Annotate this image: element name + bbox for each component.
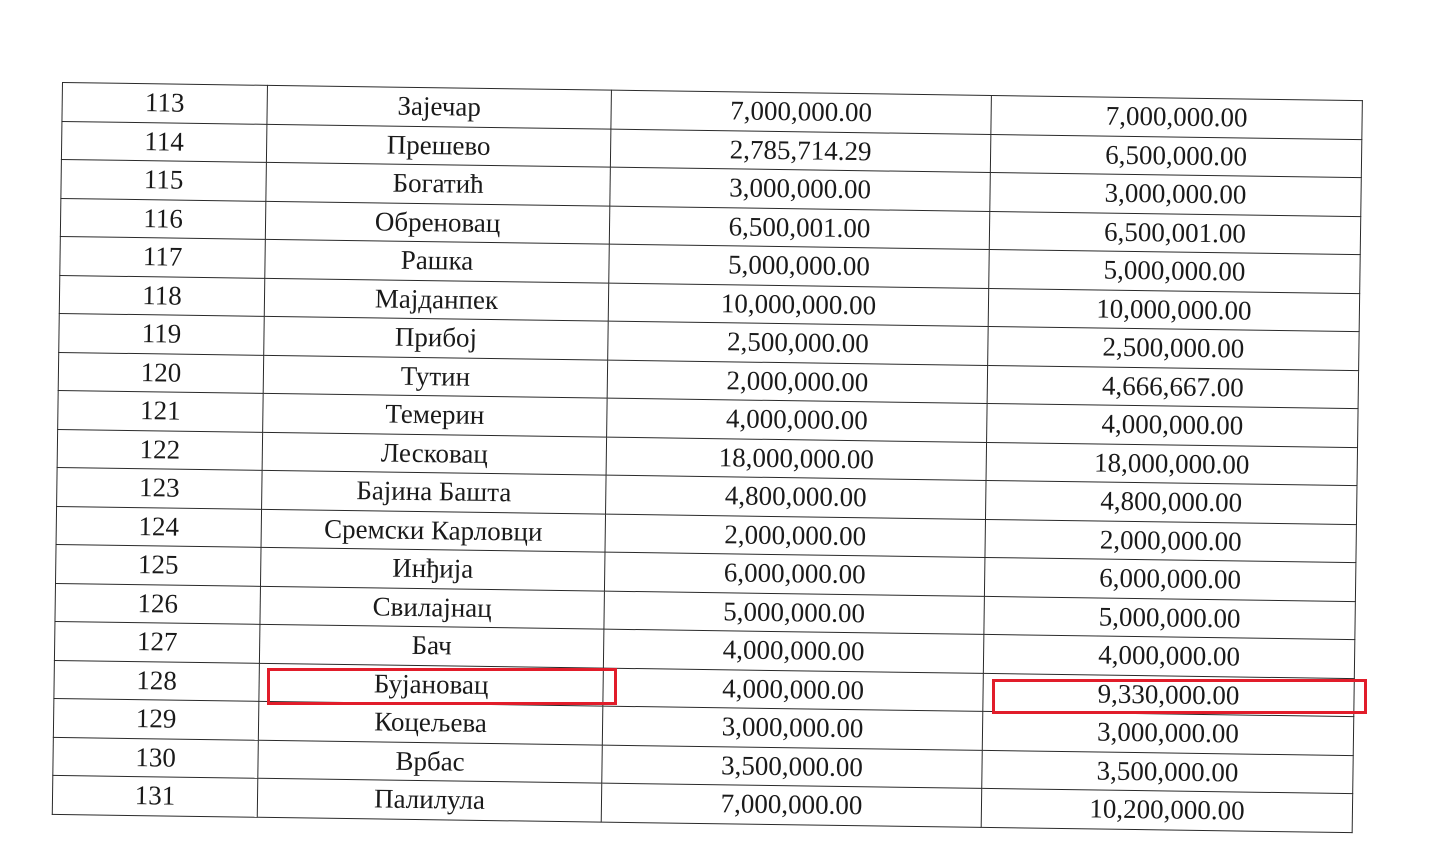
municipality-name: Богатић — [392, 167, 484, 200]
amount-b-cell — [988, 288, 1360, 332]
amount-a: 18,000,000.00 — [718, 441, 875, 475]
amount-a: 2,000,000.00 — [726, 365, 869, 398]
amount-a-cell — [608, 283, 989, 327]
row-number-cell — [53, 737, 259, 778]
municipality-name: Коцељева — [374, 706, 488, 739]
amount-b-cell — [989, 249, 1361, 293]
amount-a: 6,500,001.00 — [728, 211, 871, 244]
table-body — [52, 83, 1362, 833]
row-number: 121 — [139, 395, 181, 426]
row-number-cell — [59, 275, 265, 316]
amount-a: 2,785,714.29 — [729, 134, 872, 167]
municipality-name-cell — [264, 278, 609, 321]
municipality-name: Тутин — [400, 360, 471, 392]
amount-b: 6,500,000.00 — [1105, 139, 1248, 172]
municipality-name-cell — [263, 393, 608, 436]
municipality-name: Палилула — [373, 783, 486, 816]
amount-a-cell — [607, 398, 988, 442]
amount-a-cell — [610, 167, 991, 211]
municipality-name: Обреновац — [374, 206, 501, 238]
municipality-name-cell — [265, 201, 610, 244]
highlight-box-amount — [992, 679, 1367, 714]
amount-a: 4,800,000.00 — [724, 480, 867, 513]
amount-b: 3,000,000.00 — [1096, 716, 1240, 749]
amount-a: 4,000,000.00 — [722, 673, 865, 706]
amount-b: 4,000,000.00 — [1098, 639, 1241, 672]
municipality-name: Бајина Башта — [356, 475, 512, 508]
amount-a: 3,000,000.00 — [729, 172, 872, 205]
amount-b: 4,666,667.00 — [1101, 370, 1244, 403]
amount-b-cell — [984, 596, 1356, 640]
row-number-cell — [62, 83, 268, 124]
row-number: 113 — [144, 87, 185, 118]
amount-a-cell — [604, 552, 985, 596]
municipality-name-cell — [262, 432, 607, 475]
amount-a-cell — [605, 514, 986, 558]
amount-a-cell — [604, 591, 985, 635]
municipality-name-cell — [258, 740, 603, 783]
row-number: 119 — [141, 318, 182, 349]
amount-a: 2,000,000.00 — [724, 519, 867, 552]
municipality-name-cell — [267, 85, 612, 128]
amount-a: 6,000,000.00 — [723, 557, 866, 590]
row-number: 122 — [139, 433, 181, 465]
amount-b: 2,500,000.00 — [1102, 331, 1245, 364]
row-number: 126 — [137, 587, 179, 619]
municipality-name: Прешево — [386, 129, 491, 161]
amount-a-cell — [602, 745, 983, 789]
amount-b: 10,000,000.00 — [1096, 293, 1252, 326]
amount-b: 3,500,000.00 — [1096, 755, 1239, 788]
municipality-name: Бујановац — [373, 668, 489, 700]
municipality-name-cell — [258, 701, 603, 744]
amount-b-cell — [985, 519, 1357, 563]
municipality-name-cell — [266, 124, 611, 167]
amount-a-cell — [608, 321, 989, 365]
row-number: 115 — [143, 164, 184, 195]
row-number: 117 — [142, 241, 183, 272]
amount-b-cell — [983, 634, 1355, 678]
municipality-name-cell — [264, 316, 609, 359]
table-scan — [51, 82, 1377, 860]
municipality-name: Зајечар — [397, 90, 482, 123]
row-number-cell — [60, 236, 266, 277]
municipality-name: Инђија — [392, 552, 474, 585]
row-number-cell — [58, 390, 264, 431]
municipality-name: Врбас — [395, 745, 465, 777]
amount-b: 5,000,000.00 — [1103, 254, 1246, 287]
amount-b-cell — [981, 788, 1353, 832]
amount-b: 18,000,000.00 — [1093, 447, 1250, 480]
highlight-box-municipality — [267, 668, 617, 705]
municipality-name: Рашка — [400, 244, 474, 277]
amount-a-cell — [601, 783, 982, 827]
row-number: 125 — [137, 549, 179, 580]
amount-a: 3,000,000.00 — [721, 711, 864, 744]
amount-b-cell — [990, 134, 1362, 178]
amount-a-cell — [609, 206, 990, 250]
amount-b-cell — [985, 480, 1357, 524]
row-number: 128 — [136, 664, 178, 696]
amount-b: 4,800,000.00 — [1100, 485, 1243, 518]
amount-a: 7,000,000.00 — [730, 95, 873, 128]
amount-b-cell — [982, 750, 1354, 794]
row-number-cell — [54, 621, 260, 662]
municipality-name: Темерин — [385, 398, 485, 431]
municipality-name-cell — [261, 509, 606, 552]
municipality-name: Свилајнац — [372, 591, 492, 623]
amount-a: 7,000,000.00 — [720, 788, 863, 821]
row-number-cell — [56, 544, 262, 585]
amount-b: 3,000,000.00 — [1104, 177, 1247, 210]
amount-b-cell — [989, 211, 1361, 255]
amount-b-cell — [991, 95, 1363, 139]
amount-a: 2,500,000.00 — [726, 326, 870, 359]
amount-a: 3,500,000.00 — [720, 750, 864, 782]
row-number: 127 — [136, 626, 178, 657]
municipality-name: Бач — [411, 630, 452, 661]
amount-b: 6,500,001.00 — [1103, 216, 1247, 249]
amount-b-cell — [987, 365, 1359, 409]
row-number: 130 — [135, 741, 177, 773]
amount-a-cell — [602, 706, 983, 750]
amount-a-cell — [603, 629, 984, 673]
row-number-cell — [59, 313, 265, 354]
municipality-name: Мајданпек — [374, 283, 499, 315]
municipality-name-cell — [263, 355, 608, 398]
row-number-cell — [55, 583, 261, 624]
amount-b: 5,000,000.00 — [1098, 601, 1241, 634]
amount-b-cell — [984, 557, 1356, 601]
municipality-name: Прибој — [394, 321, 478, 354]
amount-b-cell — [987, 403, 1359, 447]
municipality-name-cell — [260, 547, 605, 590]
municipality-name-cell — [259, 624, 604, 667]
amount-a-cell — [609, 244, 990, 288]
row-number-cell — [57, 467, 263, 508]
amount-b: 10,200,000.00 — [1089, 793, 1245, 826]
row-number-cell — [57, 429, 263, 470]
row-number: 116 — [143, 202, 184, 234]
row-number-cell — [52, 775, 258, 816]
amount-a: 4,000,000.00 — [725, 403, 868, 436]
amount-a: 10,000,000.00 — [720, 287, 877, 321]
municipality-name: Сремски Карловци — [323, 513, 543, 547]
row-number: 123 — [138, 472, 180, 503]
amount-a-cell — [610, 129, 991, 173]
row-number: 114 — [144, 125, 185, 157]
amount-a: 5,000,000.00 — [723, 596, 866, 629]
row-number-cell — [53, 698, 259, 739]
row-number: 124 — [138, 510, 180, 542]
row-number-cell — [56, 506, 262, 547]
municipality-name-cell — [260, 586, 605, 629]
municipality-name-cell — [265, 239, 610, 282]
amount-b-cell — [982, 711, 1354, 755]
row-number-cell — [58, 352, 264, 393]
amount-a: 5,000,000.00 — [727, 249, 871, 282]
row-number: 131 — [134, 780, 176, 811]
amount-a-cell — [606, 475, 987, 519]
row-number-cell — [60, 198, 266, 239]
municipality-name-cell — [257, 778, 602, 821]
row-number-cell — [61, 121, 267, 162]
row-number-cell — [61, 159, 267, 200]
amount-b: 6,000,000.00 — [1099, 562, 1242, 595]
row-number: 129 — [135, 703, 177, 734]
allocation-table — [52, 82, 1363, 833]
amount-a-cell — [607, 360, 988, 404]
amount-a-cell — [606, 437, 987, 481]
amount-a-cell — [611, 90, 992, 134]
amount-b: 9,330,000.00 — [1097, 678, 1240, 711]
municipality-name: Лесковац — [380, 437, 488, 469]
amount-b: 4,000,000.00 — [1101, 408, 1244, 441]
amount-b: 2,000,000.00 — [1099, 524, 1242, 557]
amount-b: 7,000,000.00 — [1105, 100, 1248, 133]
amount-b-cell — [988, 326, 1360, 370]
municipality-name-cell — [266, 162, 611, 205]
amount-b-cell — [990, 172, 1362, 216]
row-number: 120 — [140, 356, 182, 388]
amount-a-cell — [603, 668, 984, 712]
amount-b-cell — [986, 442, 1358, 486]
row-number: 118 — [142, 279, 182, 311]
row-number-cell — [54, 660, 260, 701]
municipality-name-cell — [262, 470, 607, 513]
amount-a: 4,000,000.00 — [722, 634, 865, 667]
